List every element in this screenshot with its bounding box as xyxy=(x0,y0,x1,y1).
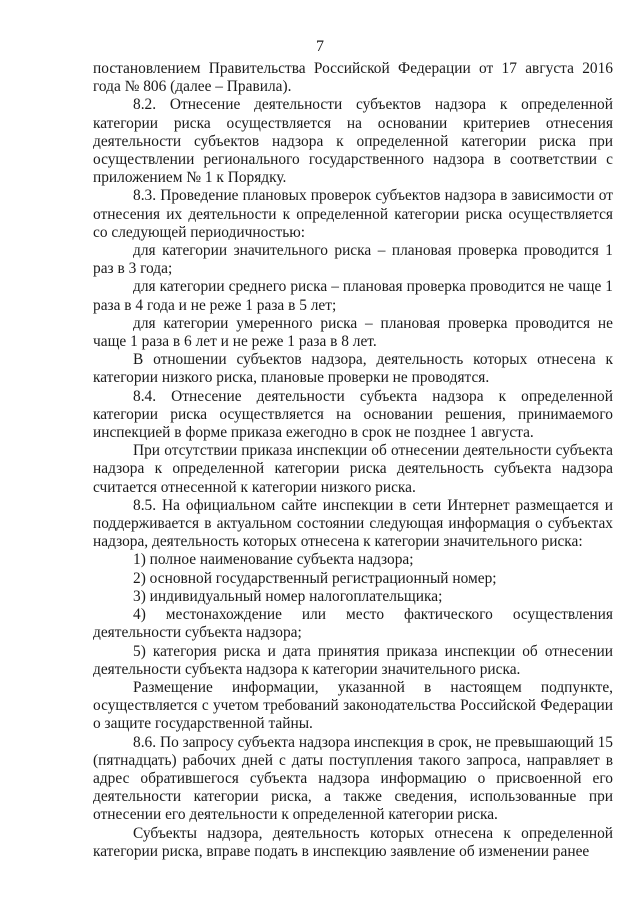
paragraph-8-3: 8.3. Проведение плановых проверок субъектов надзора в зависимости от отнесения их деятельности к определенной категории риска осуществляется со следующей периодичностью: xyxy=(93,187,613,241)
paragraph-change-request: Субъекты надзора, деятельность которых отнесена к определенной категории риска, вправе подать в инспекцию заявление об изменении ранее xyxy=(93,824,613,860)
paragraph-1: постановлением Правительства Российской Федерации от 17 августа 2016 года № 806 (далее – Правила). xyxy=(93,60,613,96)
list-item-2: 2) основной государственный регистрационный номер; xyxy=(133,569,497,587)
paragraph-8-5: 8.5. На официальном сайте инспекции в сети Интернет размещается и поддерживается в актуальном состоянии следующая информация о субъектах надзора, деятельность которых отнесена к категории значительного риска: xyxy=(93,496,613,551)
paragraph-8-2: 8.2. Отнесение деятельности субъектов надзора к определенной категории риска осуществляется на основании критериев отнесения деятельности субъектов надзора к определенной категории риска при осуществлении регионального государственного надзора в соответствии с приложением № 1 к Порядку. xyxy=(93,96,613,187)
list-item-3: 3) индивидуальный номер налогоплательщика; xyxy=(133,587,443,605)
list-item-1: 1) полное наименование субъекта надзора; xyxy=(133,551,414,569)
list-item-5: 5) категория риска и дата принятия приказа инспекции об отнесении деятельности субъекта надзора к категории значительного риска. xyxy=(93,642,613,678)
list-item-4: 4) местонахождение или место фактического осуществления деятельности субъекта надзора; xyxy=(93,606,613,642)
paragraph-state-secret: Размещение информации, указанной в настоящем подпункте, осуществляется с учетом требований законодательства Российской Федерации о защите государственной тайны. xyxy=(93,678,613,733)
page-number: 7 xyxy=(316,38,324,55)
paragraph-8-6: 8.6. По запросу субъекта надзора инспекция в срок, не превышающий 15 (пятнадцать) рабочих дней с даты поступления такого запроса, направляет в адрес обратившегося субъекта надзора информацию о присвоенной его деятельности категории риска, а также сведения, использованные при отнесении его деятельности к определенной категории риска. xyxy=(93,733,613,824)
list-item-significant-risk: для категории значительного риска – плановая проверка проводится 1 раз в 3 года; xyxy=(93,242,613,278)
paragraph-low-risk: В отношении субъектов надзора, деятельность которых отнесена к категории низкого риска, плановые проверки не проводятся. xyxy=(93,351,613,387)
paragraph-no-order: При отсутствии приказа инспекции об отнесении деятельности субъекта надзора к определенной категории риска деятельность субъекта надзора считается отнесенной к категории низкого риска. xyxy=(93,442,613,496)
list-item-moderate-risk: для категории умеренного риска – плановая проверка проводится не чаще 1 раза в 6 лет и не реже 1 раза в 8 лет. xyxy=(93,314,613,351)
paragraph-8-4: 8.4. Отнесение деятельности субъекта надзора к определенной категории риска осуществляется на основании решения, принимаемого инспекцией в форме приказа ежегодно в срок не позднее 1 августа. xyxy=(93,387,613,442)
document-body xyxy=(93,60,613,861)
list-item-medium-risk: для категории среднего риска – плановая проверка проводится не чаще 1 раза в 4 года и не реже 1 раза в 5 лет; xyxy=(93,278,613,314)
